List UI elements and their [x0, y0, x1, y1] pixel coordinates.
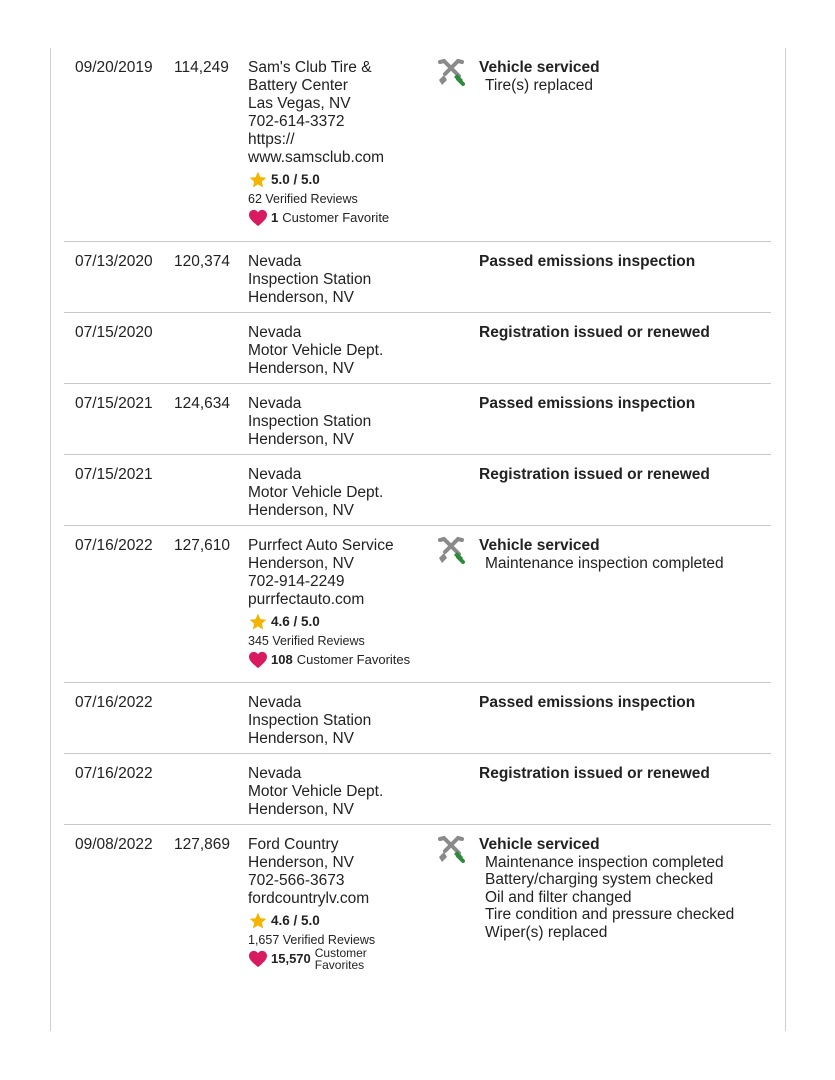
rating-score: 4.6 / 5.0: [271, 614, 320, 629]
source-line[interactable]: https://: [248, 131, 295, 148]
record-source: [248, 694, 438, 748]
history-record: [64, 825, 771, 985]
rating-score: 4.6 / 5.0: [271, 913, 320, 928]
source-line[interactable]: fordcountrylv.com: [248, 890, 370, 907]
favorites-label: Customer Favorite: [282, 210, 390, 225]
source-line: Inspection Station: [248, 413, 372, 430]
shop-rating: [248, 611, 438, 633]
history-record: [64, 754, 771, 825]
detail-line: Wiper(s) replaced: [485, 923, 608, 941]
record-source: [248, 59, 438, 228]
source-line: Nevada: [248, 765, 302, 782]
record-event: Vehicle serviced: [479, 836, 600, 853]
customer-favorites: [248, 650, 438, 670]
source-line: Henderson, NV: [248, 730, 354, 747]
source-line: 702-614-3372: [248, 113, 345, 130]
history-record: [64, 526, 771, 683]
history-record: [64, 48, 771, 242]
record-source: [248, 765, 438, 819]
source-line: Henderson, NV: [248, 854, 354, 871]
record-details: [479, 324, 769, 342]
left-border: [50, 48, 51, 1031]
record-details: [479, 253, 769, 271]
service-wrench-icon: [436, 835, 466, 865]
source-line: Henderson, NV: [248, 360, 354, 377]
record-details: [479, 765, 769, 783]
detail-line: Tire condition and pressure checked: [485, 906, 735, 923]
record-date: 09/08/2022: [75, 836, 153, 853]
record-mileage: 120,374: [174, 253, 231, 270]
service-wrench-icon: [436, 536, 466, 566]
favorites-label: Customer Favorites: [296, 652, 411, 667]
source-line: Henderson, NV: [248, 801, 354, 818]
shop-rating: [248, 169, 438, 191]
vehicle-history-table: [64, 48, 771, 985]
record-mileage: 114,249: [174, 59, 229, 76]
source-line: Henderson, NV: [248, 502, 354, 519]
favorites-count: 108: [271, 652, 293, 667]
history-record: [64, 384, 771, 455]
record-details: [479, 694, 769, 712]
history-record: [64, 683, 771, 754]
source-line: Inspection Station: [248, 712, 372, 729]
record-date: 07/16/2022: [75, 765, 153, 782]
source-line: Henderson, NV: [248, 555, 354, 572]
heart-icon: [248, 209, 271, 227]
record-date: 07/16/2022: [75, 694, 153, 711]
customer-favorites: [248, 208, 438, 228]
record-event: Passed emissions inspection: [479, 694, 696, 711]
detail-line: Maintenance inspection completed: [485, 853, 724, 871]
record-details: [479, 395, 769, 413]
source-line: Motor Vehicle Dept.: [248, 342, 384, 359]
record-details: [479, 836, 769, 941]
star-icon: [248, 612, 271, 632]
record-source: [248, 253, 438, 307]
detail-line: Tire(s) replaced: [485, 76, 593, 94]
star-icon: [248, 911, 271, 931]
record-source: [248, 466, 438, 520]
source-line: Ford Country: [248, 836, 339, 853]
record-event: Vehicle serviced: [479, 537, 600, 554]
favorites-count: 15,570: [271, 951, 311, 966]
verified-reviews-link[interactable]: 62 Verified Reviews: [248, 192, 358, 206]
verified-reviews-link[interactable]: 1,657 Verified Reviews: [248, 933, 376, 947]
favorites-label-line: Favorites: [314, 958, 365, 972]
record-event: Passed emissions inspection: [479, 395, 696, 412]
source-line: Nevada: [248, 395, 302, 412]
record-source: [248, 324, 438, 378]
record-event: Vehicle serviced: [479, 59, 600, 76]
favorites-label: [315, 947, 367, 971]
source-line: 702-566-3673: [248, 872, 345, 889]
record-details: [479, 537, 769, 572]
record-date: 07/16/2022: [75, 537, 153, 554]
record-details: [479, 59, 769, 94]
source-line: Motor Vehicle Dept.: [248, 484, 384, 501]
star-icon: [248, 170, 271, 190]
right-border: [785, 48, 786, 1031]
source-line: Nevada: [248, 694, 302, 711]
record-mileage: 127,610: [174, 537, 231, 554]
source-line: Purrfect Auto Service: [248, 537, 394, 554]
record-mileage: 124,634: [174, 395, 231, 412]
heart-icon: [248, 950, 271, 968]
record-date: 07/15/2021: [75, 395, 153, 412]
detail-line: Battery/charging system checked: [485, 871, 714, 888]
source-line: Nevada: [248, 324, 302, 341]
record-source: [248, 836, 438, 972]
record-event: Passed emissions inspection: [479, 253, 696, 270]
source-line: Nevada: [248, 253, 302, 270]
source-line: Henderson, NV: [248, 431, 354, 448]
record-event: Registration issued or renewed: [479, 765, 710, 782]
record-date: 09/20/2019: [75, 59, 153, 76]
record-event: Registration issued or renewed: [479, 324, 710, 341]
source-line: 702-914-2249: [248, 573, 345, 590]
history-record: [64, 313, 771, 384]
record-date: 07/15/2020: [75, 324, 153, 341]
source-line: Battery Center: [248, 77, 348, 94]
customer-favorites: [248, 946, 438, 972]
shop-rating: [248, 910, 438, 932]
record-date: 07/15/2021: [75, 466, 153, 483]
record-date: 07/13/2020: [75, 253, 153, 270]
record-mileage: 127,869: [174, 836, 231, 853]
rating-score: 5.0 / 5.0: [271, 172, 320, 187]
record-event: Registration issued or renewed: [479, 466, 710, 483]
record-source: [248, 537, 438, 670]
record-source: [248, 395, 438, 449]
source-line: Nevada: [248, 466, 302, 483]
favorites-label-line: Customer: [314, 946, 367, 960]
source-line: Sam's Club Tire &: [248, 59, 372, 76]
history-record: [64, 455, 771, 526]
heart-icon: [248, 651, 271, 669]
favorites-count: 1: [271, 210, 279, 225]
source-line: Motor Vehicle Dept.: [248, 783, 384, 800]
source-line: Las Vegas, NV: [248, 95, 351, 112]
record-details: [479, 466, 769, 484]
source-line[interactable]: purrfectauto.com: [248, 591, 365, 608]
source-line[interactable]: www.samsclub.com: [248, 149, 385, 166]
detail-line: Maintenance inspection completed: [485, 554, 724, 572]
verified-reviews-link[interactable]: 345 Verified Reviews: [248, 634, 365, 648]
detail-line: Oil and filter changed: [485, 888, 632, 906]
source-line: Henderson, NV: [248, 289, 354, 306]
source-line: Inspection Station: [248, 271, 372, 288]
history-record: [64, 242, 771, 313]
service-wrench-icon: [436, 58, 466, 88]
